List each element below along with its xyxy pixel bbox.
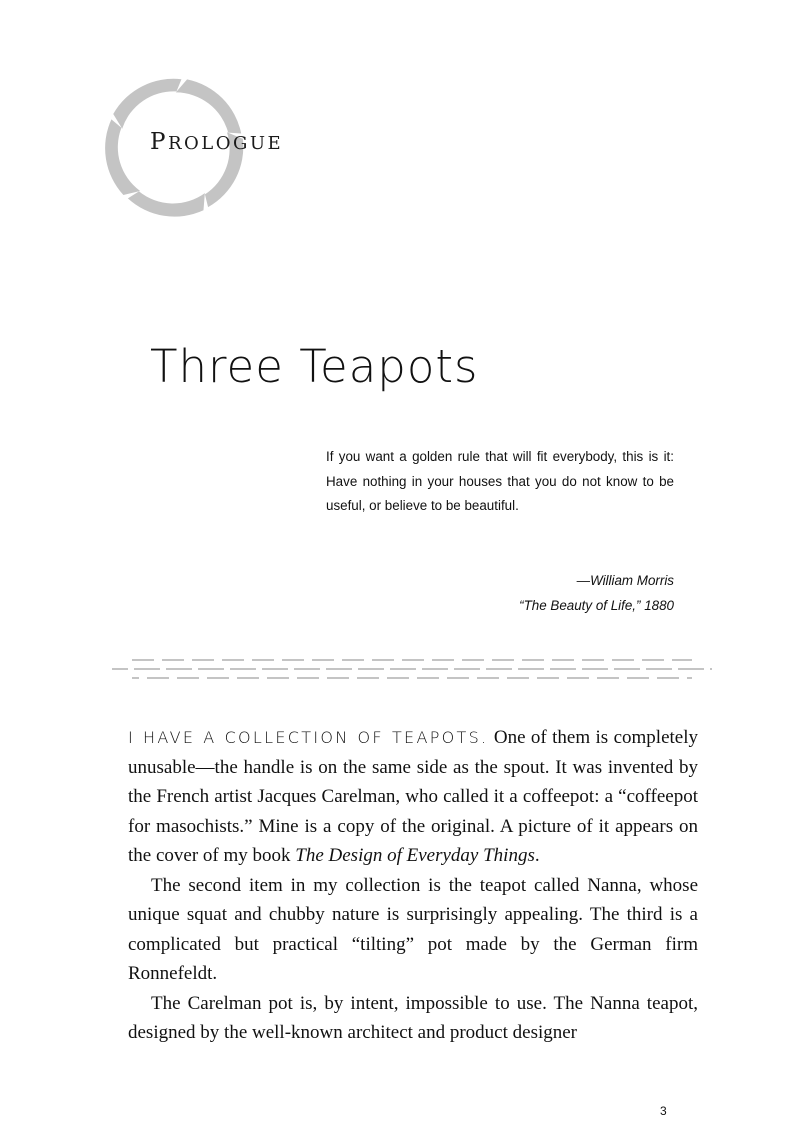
epigraph-source: “The Beauty of Life,” 1880 [519,598,674,613]
paragraph: The second item in my collection is the teapot called Nanna, whose unique squat and chubby nature is surprisingly appealing. The third is a complicated but practical “tilting” pot made by the German firm Ronnefeldt. [128,874,698,984]
paragraph [128,723,698,871]
book-title: The Design of Everyday Things [295,845,535,866]
page-number: 3 [660,1104,667,1118]
epigraph-quote: If you want a golden rule that will fit everybody, this is it: Have nothing in your houses that you do not know to be useful, or believe to be beautiful. [326,449,674,513]
section-label [150,131,283,154]
paragraph-end: . [534,845,540,866]
dashed-wave-divider-icon [112,652,712,684]
chapter-title: Three Teapots [150,340,479,393]
epigraph-author: —William Morris [576,573,674,588]
section-label-rest: ROLOGUE [167,133,284,154]
epigraph-attribution [326,568,674,618]
section-label-initial: P [150,129,168,155]
body-text [128,723,698,1048]
paragraph: The Carelman pot is, by intent, impossible to use. The Nanna teapot, designed by the well-known architect and product designer [128,992,698,1043]
paragraph-lead-in: I HAVE A COLLECTION OF TEAPOTS. [128,728,489,747]
paragraph-text: One of them is completely unusable—the handle is on the same side as the spout. It was invented by the French artist Jacques Carelman, who called it a coffeepot: a “coffeepot for masochists.” Mine is a copy of the original. A picture of it appears on the cover of my book [128,727,698,866]
